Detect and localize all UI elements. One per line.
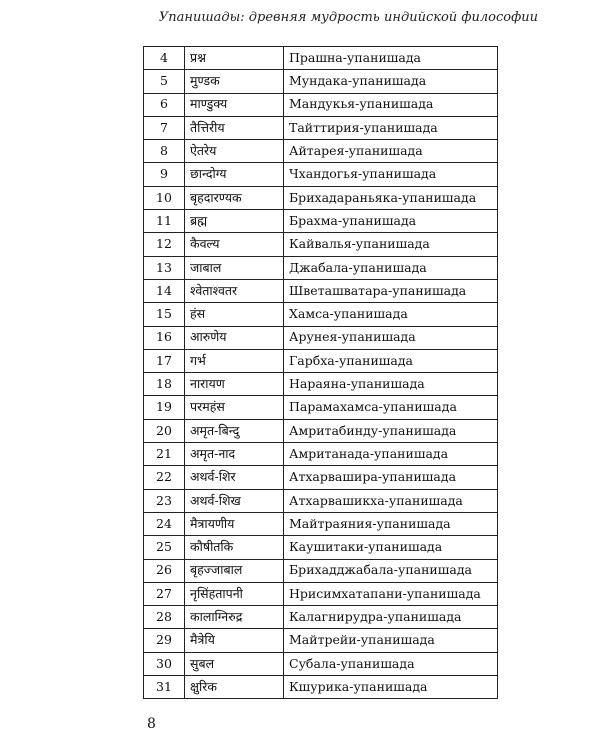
- sanskrit-name: कैवल्य: [185, 233, 284, 256]
- sanskrit-name: मुण्डक: [185, 70, 284, 93]
- russian-name: Тайттирия-упанишада: [284, 116, 498, 139]
- sanskrit-name: परमहंस: [185, 396, 284, 419]
- table-row: [144, 326, 498, 349]
- table-row: [144, 559, 498, 582]
- row-number: 26: [144, 559, 185, 582]
- russian-name: Нараяна-упанишада: [284, 373, 498, 396]
- row-number: 30: [144, 652, 185, 675]
- sanskrit-name: अथर्व-शिख: [185, 489, 284, 512]
- row-number: 8: [144, 140, 185, 163]
- sanskrit-name: अमृत-बिन्दु: [185, 419, 284, 442]
- page-number: 8: [147, 716, 156, 732]
- table-row: [144, 582, 498, 605]
- row-number: 25: [144, 536, 185, 559]
- russian-name: Брахма-упанишада: [284, 210, 498, 233]
- sanskrit-name: नृसिंहतापनी: [185, 582, 284, 605]
- russian-name: Джабала-упанишада: [284, 256, 498, 279]
- row-number: 31: [144, 676, 185, 699]
- sanskrit-name: ब्रह्म: [185, 210, 284, 233]
- sanskrit-name: हंस: [185, 303, 284, 326]
- row-number: 24: [144, 512, 185, 535]
- russian-name: Хамса-упанишада: [284, 303, 498, 326]
- row-number: 16: [144, 326, 185, 349]
- russian-name: Мундака-упанишада: [284, 70, 498, 93]
- table-row: [144, 466, 498, 489]
- russian-name: Брихадджабала-упанишада: [284, 559, 498, 582]
- row-number: 6: [144, 93, 185, 116]
- russian-name: Майтрейи-упанишада: [284, 629, 498, 652]
- russian-name: Субала-упанишада: [284, 652, 498, 675]
- table-row: [144, 512, 498, 535]
- row-number: 15: [144, 303, 185, 326]
- russian-name: Кшурика-упанишада: [284, 676, 498, 699]
- table-row: [144, 279, 498, 302]
- russian-name: Гарбха-упанишада: [284, 349, 498, 372]
- sanskrit-name: कालाग्निरुद्र: [185, 606, 284, 629]
- table-row: [144, 606, 498, 629]
- row-number: 12: [144, 233, 185, 256]
- russian-name: Амританада-упанишада: [284, 443, 498, 466]
- sanskrit-name: श्वेताश्वतर: [185, 279, 284, 302]
- row-number: 27: [144, 582, 185, 605]
- table-row: [144, 256, 498, 279]
- row-number: 10: [144, 186, 185, 209]
- table-row: [144, 652, 498, 675]
- russian-name: Майтраяния-упанишада: [284, 512, 498, 535]
- sanskrit-name: आरुणेय: [185, 326, 284, 349]
- russian-name: Каушитаки-упанишада: [284, 536, 498, 559]
- sanskrit-name: अमृत-नाद: [185, 443, 284, 466]
- table-row: [144, 70, 498, 93]
- table-row: [144, 186, 498, 209]
- russian-name: Калагнирудра-упанишада: [284, 606, 498, 629]
- sanskrit-name: तैत्तिरीय: [185, 116, 284, 139]
- sanskrit-name: बृहदारण्यक: [185, 186, 284, 209]
- sanskrit-name: माण्डुक्य: [185, 93, 284, 116]
- table-row: [144, 536, 498, 559]
- sanskrit-name: अथर्व-शिर: [185, 466, 284, 489]
- russian-name: Арунея-упанишада: [284, 326, 498, 349]
- row-number: 22: [144, 466, 185, 489]
- table-row: [144, 140, 498, 163]
- russian-name: Прашна-упанишада: [284, 47, 498, 70]
- table-row: [144, 349, 498, 372]
- russian-name: Кайвалья-упанишада: [284, 233, 498, 256]
- russian-name: Брихадараньяка-упанишада: [284, 186, 498, 209]
- row-number: 21: [144, 443, 185, 466]
- table-row: [144, 93, 498, 116]
- row-number: 18: [144, 373, 185, 396]
- sanskrit-name: ऐतरेय: [185, 140, 284, 163]
- russian-name: Айтарея-упанишада: [284, 140, 498, 163]
- sanskrit-name: मैत्रायणीय: [185, 512, 284, 535]
- table-row: [144, 303, 498, 326]
- row-number: 23: [144, 489, 185, 512]
- sanskrit-name: क्षुरिक: [185, 676, 284, 699]
- russian-name: Шветашватара-упанишада: [284, 279, 498, 302]
- table-body: [144, 47, 498, 699]
- table-row: [144, 47, 498, 70]
- russian-name: Чхандогья-упанишада: [284, 163, 498, 186]
- row-number: 13: [144, 256, 185, 279]
- table-row: [144, 676, 498, 699]
- row-number: 28: [144, 606, 185, 629]
- upanishads-table: [143, 46, 498, 699]
- table-row: [144, 163, 498, 186]
- row-number: 17: [144, 349, 185, 372]
- russian-name: Парамахамса-упанишада: [284, 396, 498, 419]
- sanskrit-name: जाबाल: [185, 256, 284, 279]
- table-row: [144, 396, 498, 419]
- sanskrit-name: मैत्रेयि: [185, 629, 284, 652]
- row-number: 20: [144, 419, 185, 442]
- sanskrit-name: कौषीतकि: [185, 536, 284, 559]
- sanskrit-name: नारायण: [185, 373, 284, 396]
- table-row: [144, 629, 498, 652]
- running-head: Упанишады: древняя мудрость индийской философии: [158, 10, 538, 25]
- russian-name: Амритабинду-упанишада: [284, 419, 498, 442]
- sanskrit-name: बृहज्जाबाल: [185, 559, 284, 582]
- table-row: [144, 116, 498, 139]
- row-number: 19: [144, 396, 185, 419]
- row-number: 29: [144, 629, 185, 652]
- sanskrit-name: छान्दोग्य: [185, 163, 284, 186]
- sanskrit-name: सुबल: [185, 652, 284, 675]
- row-number: 7: [144, 116, 185, 139]
- russian-name: Атхарвашира-упанишада: [284, 466, 498, 489]
- table-row: [144, 210, 498, 233]
- sanskrit-name: प्रश्न: [185, 47, 284, 70]
- table-row: [144, 419, 498, 442]
- russian-name: Нрисимхатапани-упанишада: [284, 582, 498, 605]
- sanskrit-name: गर्भ: [185, 349, 284, 372]
- russian-name: Атхарвашикха-упанишада: [284, 489, 498, 512]
- table-row: [144, 373, 498, 396]
- row-number: 9: [144, 163, 185, 186]
- table-row: [144, 489, 498, 512]
- russian-name: Мандукья-упанишада: [284, 93, 498, 116]
- row-number: 14: [144, 279, 185, 302]
- table-row: [144, 443, 498, 466]
- row-number: 11: [144, 210, 185, 233]
- table-row: [144, 233, 498, 256]
- row-number: 5: [144, 70, 185, 93]
- row-number: 4: [144, 47, 185, 70]
